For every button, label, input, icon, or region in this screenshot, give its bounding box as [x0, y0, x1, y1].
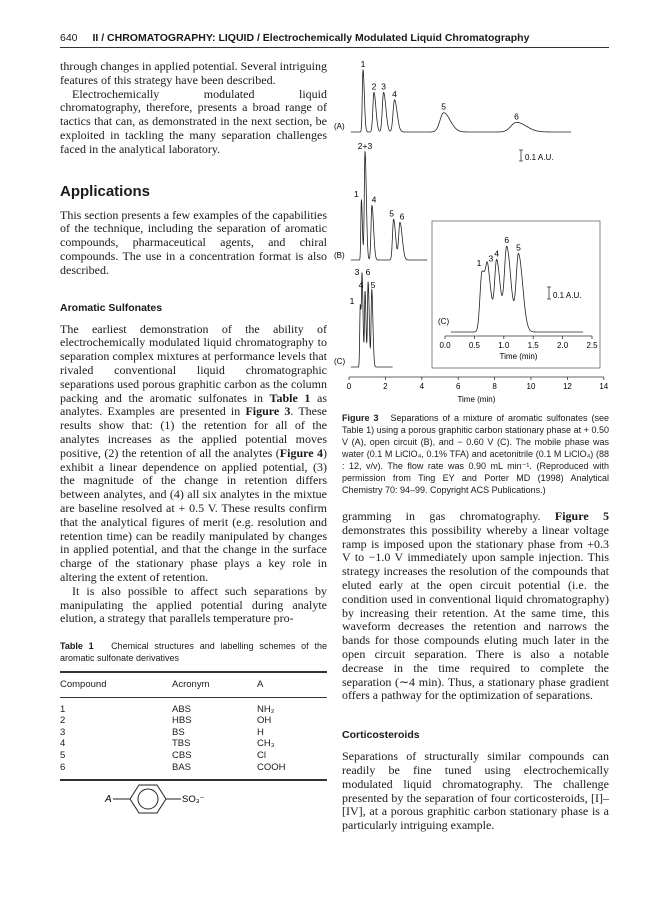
table-cell: CBS — [172, 749, 192, 761]
paragraph — [60, 585, 327, 626]
header-rule — [60, 47, 609, 48]
sulfonate-structure — [60, 781, 327, 817]
table1 — [60, 671, 327, 817]
peak-label: 4 — [392, 88, 397, 99]
x-axis-label: Time (min) — [457, 395, 496, 404]
table-header-rule — [60, 697, 327, 698]
peak-label: 1 — [476, 258, 482, 269]
text-run: gramming in gas chromatography. — [342, 509, 555, 523]
peak-label: 5 — [441, 101, 447, 112]
paragraph — [60, 209, 327, 278]
structure-label-a: A — [105, 793, 112, 805]
text-run: through changes in applied potential. Several intriguing features of this strategy have been described. — [60, 59, 327, 87]
cross-reference: Figure 4 — [279, 445, 323, 460]
table-header-row — [60, 673, 327, 697]
peak-label: 6 — [399, 211, 405, 222]
table1-caption-label: Table 1 — [60, 641, 94, 652]
scale-bar — [519, 150, 523, 161]
table-cell: Cl — [257, 749, 266, 761]
peak-label: 6 — [514, 111, 519, 122]
peak-label: 5 — [370, 280, 376, 290]
peak-label: 1 — [360, 58, 366, 69]
table-cell: ABS — [172, 703, 192, 715]
text-run: Separations of structurally similar compounds can readily be fine tuned using electrochemically modulated liquid chromatography. The challenge presented by the separation of four corticosteroids, [I]–[IV], at a porous graphitic carbon stationary phase is a particularly intriguing example. — [342, 749, 609, 833]
table-row — [60, 750, 327, 762]
x-tick-label: 1.0 — [498, 341, 510, 350]
x-tick-label: 0.5 — [468, 341, 480, 350]
text-run: demonstrates this possibility whereby a linear voltage ramp is imposed upon the stationary phase from +0.3 V to −1.0 V immediately upon sample injection. This strategy increases the resolution of the compounds that eluted early at the open circuit potential (i.e. the condition used in conventional liquid chromatography) by increasing their retention. At the same time, this waveform decreases the retention and narrows the bands for those compounds eluting much later in the open circuit separation. There is also a notable decrease in the time required to complete the separation (∼4 min). Thus, a stationary phase gradient offers a pathway for the optimization of separations. — [342, 522, 609, 703]
peak-label: 4 — [371, 194, 377, 205]
paragraph — [342, 510, 609, 703]
peak-label: 6 — [504, 235, 510, 246]
table1-caption — [60, 640, 327, 664]
peak-label: 5 — [389, 208, 394, 219]
peak-label: 1 — [354, 189, 359, 200]
scale-bar-label: 0.1 A.U. — [553, 291, 582, 300]
peak-label: 5 — [516, 242, 521, 253]
table-cell: BS — [172, 726, 185, 738]
x-tick-label: 8 — [492, 382, 497, 391]
x-tick-label: 4 — [419, 382, 425, 391]
table-cell: 5 — [60, 749, 66, 761]
running-header — [60, 32, 529, 44]
x-tick-label: 1.5 — [527, 341, 539, 350]
cross-reference: Figure 5 — [554, 509, 610, 523]
right-column — [334, 50, 610, 833]
text-run: The earliest demonstration of the ability of electrochemically modulated liquid chromatography to separation complex mixtures at performance levels that rivaled conventional liquid chromatographic separations used porous graphitic carbon as the column packing and the aromatic sulfonates in — [60, 321, 327, 405]
text-run: ) exhibit a linear dependence on applied potential, (3) the magnitude of the change in retention differs between analytes, and (4) all six analytes in the mixtue are baseline resolved at + 0.5 V. These results confirm that the analytical figures of merit (e.g. resolution and retention time) can be readily manipulated by changes in applied potential, and that the change in the surface charge of the stationary phase plays a key role in altering the extent of retention. — [60, 445, 327, 584]
x-tick-label: 6 — [455, 382, 461, 391]
table-cell: 1 — [60, 703, 66, 715]
text-run: Electrochemically modulated liquid chromatography, therefore, presents a broad range of tactics that can, as demonstrated in the next section, be exploited in tackling the many separation challenges faced in the analytical laboratory. — [60, 86, 327, 156]
peak-label: 2+3 — [357, 140, 373, 151]
peak-label: 3 — [381, 81, 386, 92]
table-cell: H — [257, 726, 264, 738]
figure3-caption-label: Figure 3 — [342, 413, 379, 423]
table-cell: 3 — [60, 726, 66, 738]
table-cell: 6 — [60, 761, 66, 773]
page-number: 640 — [60, 32, 78, 44]
table-row — [60, 762, 327, 774]
column-header: Compound — [60, 678, 107, 690]
paragraph — [60, 323, 327, 585]
table-cell: OH — [257, 715, 272, 727]
subsection-heading-corticosteroids: Corticosteroids — [342, 729, 420, 742]
x-tick-label: 14 — [599, 382, 609, 391]
table-row — [60, 738, 327, 750]
figure3-caption — [342, 412, 609, 496]
table-row — [60, 715, 327, 727]
left-column — [60, 60, 327, 817]
chromatogram-trace — [351, 152, 427, 260]
scale-bar-label: 0.1 A.U. — [525, 153, 554, 162]
peak-label: 3 — [354, 267, 360, 277]
table-body — [60, 704, 327, 774]
structure-label-so3: SO₃⁻ — [182, 793, 205, 805]
peak-label: 6 — [365, 267, 371, 277]
table-cell: 4 — [60, 738, 66, 750]
peak-label: 4 — [358, 280, 364, 290]
text-run: as analytes. Examples are presented in — [60, 390, 327, 419]
peak-label: 2 — [371, 81, 377, 92]
text-run: It is also possible to affect such separations by manipulating the applied potential during analyte elution, a strategy that parallels temperature pro- — [60, 583, 327, 626]
table-cell: HBS — [172, 715, 192, 727]
table-cell: TBS — [172, 738, 191, 750]
running-title: II / CHROMATOGRAPHY: LIQUID / Electrochemically Modulated Liquid Chromatography — [92, 32, 530, 44]
x-tick-label: 0.0 — [439, 341, 451, 350]
paragraph — [60, 60, 327, 88]
table-cell: 2 — [60, 715, 66, 727]
paragraph — [60, 88, 327, 157]
column-header: Acronym — [172, 678, 210, 690]
table-cell: NH₂ — [257, 703, 275, 715]
table-row — [60, 704, 327, 716]
x-tick-label: 2 — [383, 382, 388, 391]
figure3-caption-text: Separations of a mixture of aromatic sulfonates (see Table 1) using a porous graphitic carbon stationary phase at + 0.50 V (A), open circuit (B), and − 0.60 V (C). The mobile phase was water (0.1 M LiClO₄, 0.1% TFA) and acetonitrile (0.1 M LiClO₄) (88 : 12, v/v). The flow rate was 0.90 mL min⁻¹. (Reproduced with permission from Ting EY and Porter MD (1998) Analytical Chemistry 70: 94–99. Copyright ACS Publications.) — [342, 413, 609, 495]
figure3-chromatograms — [320, 50, 620, 412]
x-tick-label: 2.5 — [586, 341, 598, 350]
trace-label: (C) — [438, 317, 450, 326]
cross-reference: Figure 3 — [245, 404, 291, 419]
corticosteroids-text — [342, 750, 609, 833]
x-tick-label: 12 — [562, 382, 572, 391]
text-run: . These results show that: (1) the retention for all of the analytes increases as the applied potential moves positive, (2) the retention of all the analytes ( — [60, 404, 327, 460]
peak-label: 1 — [349, 296, 355, 306]
table-cell: COOH — [257, 761, 286, 773]
x-tick-label: 2.0 — [557, 341, 569, 350]
text-run: This section presents a few examples of the capabilities of the technique, including the separation of aromatic compounds, pharmaceutical agents, and chiral compounds. The use in a concentration format is also described. — [60, 207, 327, 277]
table1-caption-text: Chemical structures and labelling schemes of the aromatic sulfonate derivatives — [60, 641, 327, 664]
trace-label: (C) — [334, 357, 346, 366]
column-header: A — [257, 678, 264, 690]
table-row — [60, 727, 327, 739]
chromatogram-trace — [351, 70, 571, 132]
section-heading-applications: Applications — [60, 182, 151, 200]
aromatic-sulfonates-text — [60, 323, 327, 627]
peak-label: 3 — [488, 253, 494, 264]
intro-text — [60, 60, 327, 157]
trace-label: (B) — [334, 251, 345, 260]
peak-label: 4 — [494, 248, 500, 259]
aromatic-circle — [138, 789, 158, 809]
table-cell: CH₃ — [257, 738, 275, 750]
x-tick-label: 0 — [346, 382, 352, 391]
table-cell: BAS — [172, 761, 192, 773]
gradient-text — [342, 510, 609, 703]
paragraph — [342, 750, 609, 833]
x-axis-label: Time (min) — [499, 352, 538, 361]
x-tick-label: 10 — [526, 382, 536, 391]
subsection-heading-aromatic-sulfonates: Aromatic Sulfonates — [60, 301, 163, 314]
cross-reference: Table 1 — [269, 390, 311, 405]
trace-label: (A) — [334, 122, 345, 131]
applications-text — [60, 209, 327, 278]
